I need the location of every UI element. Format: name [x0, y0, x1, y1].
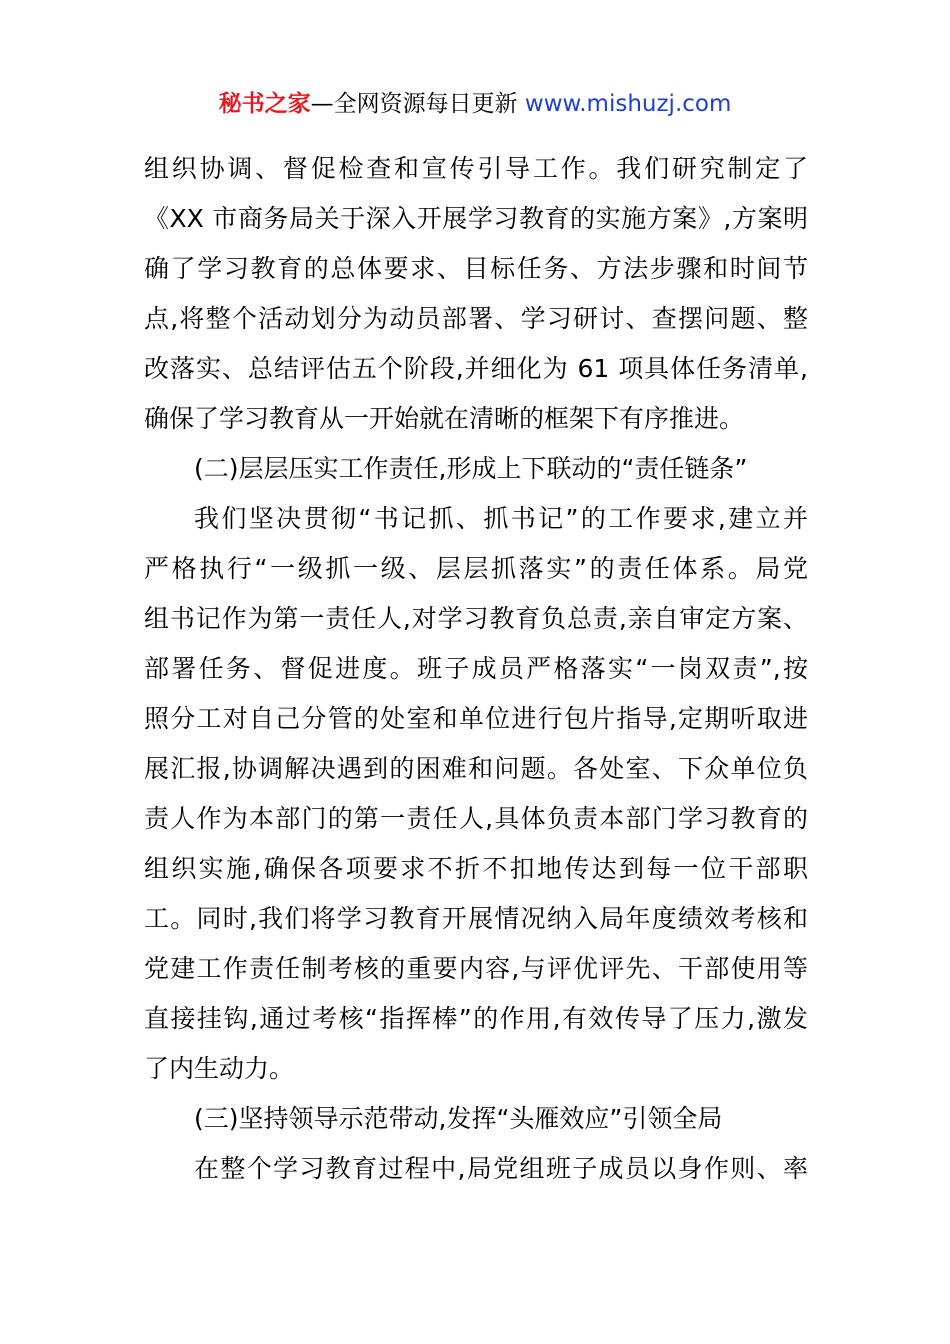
body-line: 党建工作责任制考核的重要内容,与评优评先、干部使用等	[144, 954, 808, 983]
body-line: 确保了学习教育从一开始就在清晰的框架下有序推进。	[144, 404, 745, 433]
header-tagline: —全网资源每日更新	[310, 91, 525, 117]
body-line: 展汇报,协调解决遇到的困难和问题。各处室、下众单位负	[144, 754, 808, 783]
body-line: 改落实、总结评估五个阶段,并细化为 61 项具体任务清单,	[144, 354, 808, 383]
body-line: 组织协调、督促检查和宣传引导工作。我们研究制定了	[144, 154, 808, 183]
website-link[interactable]: www.mishuzj.com	[524, 91, 732, 117]
body-line: 严格执行“一级抓一级、层层抓落实”的责任体系。局党	[144, 554, 808, 583]
body-line: 组织实施,确保各项要求不折不扣地传达到每一位干部职	[144, 854, 808, 883]
body-line: 责人作为本部门的第一责任人,具体负责本部门学习教育的	[144, 804, 808, 833]
section-heading-2: (二)层层压实工作责任,形成上下联动的“责任链条”	[194, 454, 748, 483]
body-line: 《XX 市商务局关于深入开展学习教育的实施方案》,方案明	[144, 204, 808, 233]
body-line: 在整个学习教育过程中,局党组班子成员以身作则、率	[194, 1154, 808, 1183]
body-line: 工。同时,我们将学习教育开展情况纳入局年度绩效考核和	[144, 904, 808, 933]
body-line: 部署任务、督促进度。班子成员严格落实“一岗双责”,按	[144, 654, 808, 683]
body-line: 我们坚决贯彻“书记抓、抓书记”的工作要求,建立并	[194, 504, 808, 533]
brand-name: 秘书之家	[218, 91, 311, 117]
body-line: 直接挂钩,通过考核“指挥棒”的作用,有效传导了压力,激发	[144, 1004, 808, 1033]
section-heading-3: (三)坚持领导示范带动,发挥“头雁效应”引领全局	[194, 1104, 723, 1133]
body-line: 点,将整个活动划分为动员部署、学习研讨、查摆问题、整	[144, 304, 808, 333]
page-header	[0, 88, 950, 120]
body-line: 确了学习教育的总体要求、目标任务、方法步骤和时间节	[144, 254, 808, 283]
body-line: 组书记作为第一责任人,对学习教育负总责,亲自审定方案、	[144, 604, 808, 633]
body-line: 照分工对自己分管的处室和单位进行包片指导,定期听取进	[144, 704, 808, 733]
document-body	[144, 144, 808, 1194]
body-line: 了内生动力。	[144, 1054, 295, 1083]
